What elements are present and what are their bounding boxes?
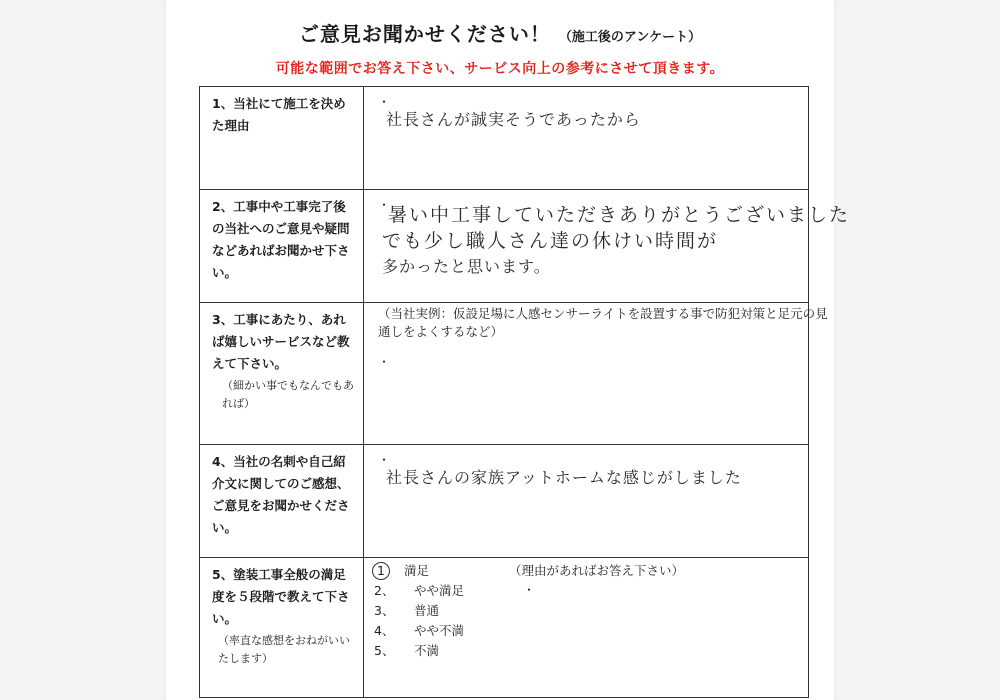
choice-5[interactable] <box>374 641 814 661</box>
choice-number: 4、 <box>374 623 395 638</box>
choice-number: 2、 <box>374 583 395 598</box>
question-label-3: 3、工事にあたり、あれば嬉しいサービスなど教えて下さい。 <box>212 312 350 371</box>
choice-label: 普通 <box>414 603 440 618</box>
question-row-4 <box>200 445 809 558</box>
handwritten-answer: 社長さんが誠実そうであったから <box>386 110 641 129</box>
question-cell-3 <box>200 303 364 445</box>
question-row-5 <box>200 558 809 698</box>
question-row-2 <box>200 190 809 303</box>
choice-3[interactable] <box>374 601 814 621</box>
choice-number: 3、 <box>374 603 395 618</box>
question-cell-5 <box>200 558 364 698</box>
choice-label: 不満 <box>414 643 440 658</box>
question-label-2: 2、工事中や工事完了後の当社へのご意見や疑問などあればお聞かせ下さい。 <box>200 190 364 303</box>
choice-number: 5、 <box>374 643 395 658</box>
answer-cell-5 <box>364 558 809 698</box>
question-row-3 <box>200 303 809 445</box>
question-row-1 <box>200 87 809 190</box>
page-subtitle: 可能な範囲でお答え下さい、サービス向上の参考にさせて頂きます。 <box>275 61 725 77</box>
choice-4[interactable] <box>374 621 814 641</box>
answer-cell-4 <box>364 445 809 558</box>
question-label-1: 1、当社にて施工を決めた理由 <box>200 87 364 190</box>
answer-bullet: ・ <box>378 355 391 369</box>
example-text: （当社実例：仮設足場に人感センサーライトを設置する事で防犯対策と足元の見通しをよくするなど） <box>378 306 828 339</box>
question-note-3: （細かい事でもなんでもあれば） <box>222 379 354 410</box>
handwritten-answer-line-2: でも少し職人さん達の休けい時間が <box>382 230 719 252</box>
survey-table <box>199 86 851 698</box>
choice-label: やや満足 <box>414 583 465 598</box>
survey-sheet <box>166 0 851 700</box>
question-note-5: （率直な感想をおねがいいたします） <box>218 634 350 665</box>
reason-prompt: （理由があればお答え下さい） <box>509 563 685 578</box>
choice-number-circled: 1 <box>372 562 390 580</box>
answer-bullet: ・ <box>378 453 391 467</box>
handwritten-answer-line-1: 暑い中工事していただきありがとうございました <box>388 204 851 226</box>
handwritten-answer-line-3: 多かったと思います。 <box>382 257 551 276</box>
choice-label: やや不満 <box>414 623 465 638</box>
answer-cell-2 <box>364 190 851 303</box>
answer-bullet: ・ <box>378 198 391 212</box>
satisfaction-choices <box>374 561 814 661</box>
choice-label: 満足 <box>404 563 430 578</box>
answer-bullet: ・ <box>378 95 391 109</box>
page-title-sub: （施工後のアンケート） <box>558 30 702 45</box>
answer-cell-3 <box>364 303 828 445</box>
header <box>166 18 834 47</box>
question-label-5: 5、塗装工事全般の満足度を５段階で教えて下さい。 <box>212 567 350 626</box>
choice-2[interactable] <box>374 581 814 601</box>
answer-cell-1 <box>364 87 809 190</box>
page-title: ご意見お聞かせください！ <box>298 22 551 46</box>
handwritten-answer: 社長さんの家族アットホームな感じがしました <box>386 468 742 487</box>
answer-bullet: ・ <box>523 583 536 597</box>
question-label-4: 4、当社の名刺や自己紹介文に関してのご感想、ご意見をお聞かせください。 <box>200 445 364 558</box>
